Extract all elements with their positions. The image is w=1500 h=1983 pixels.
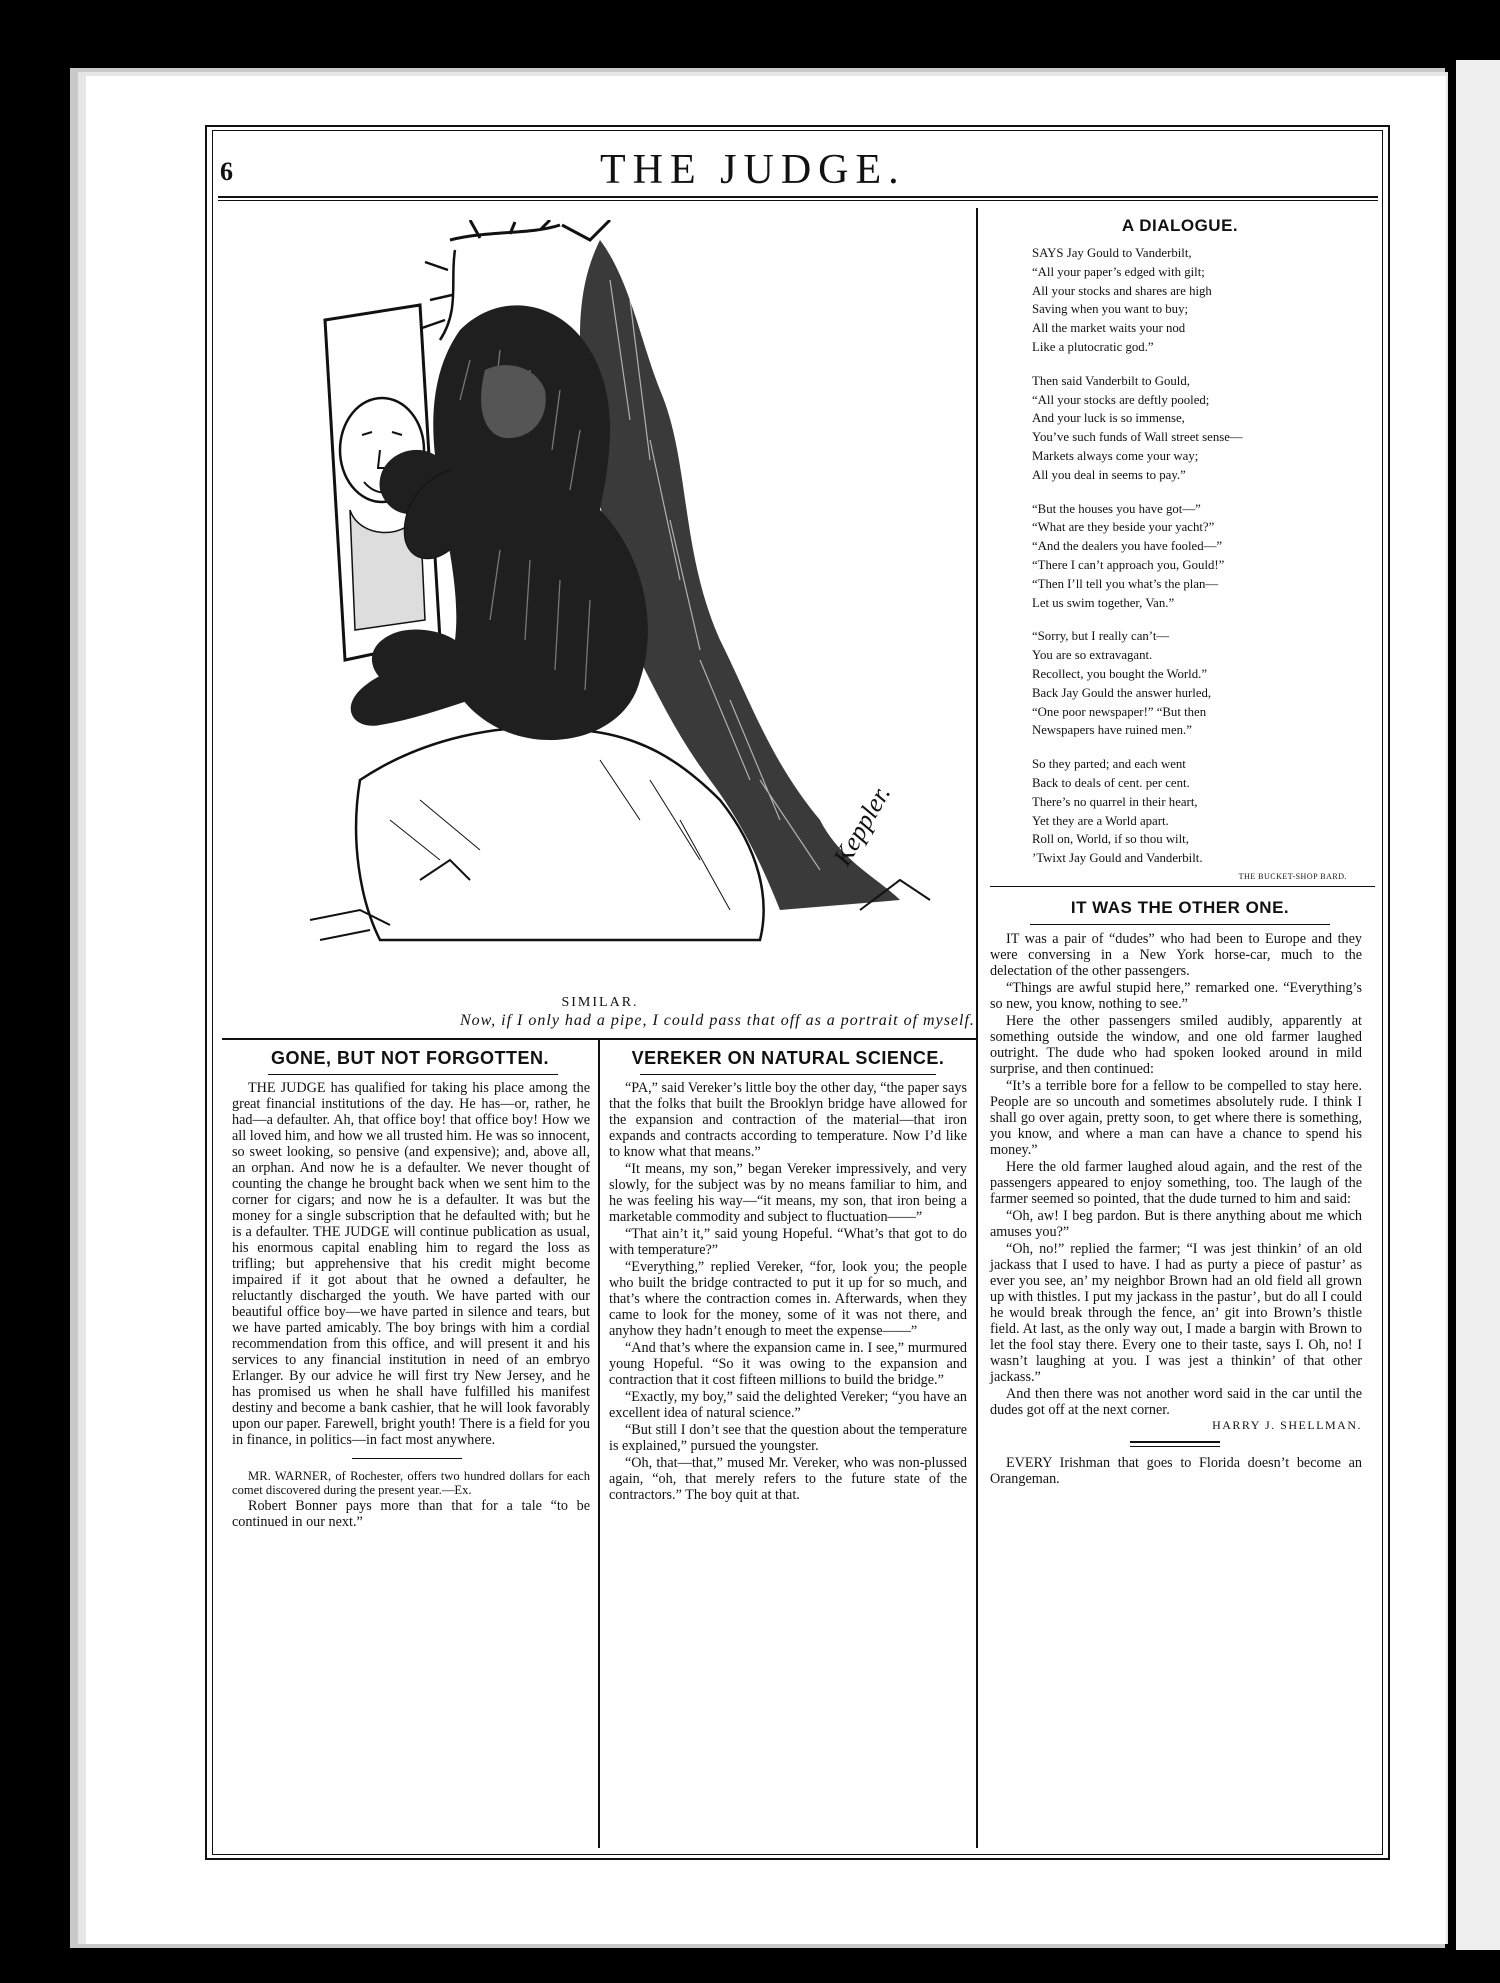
note-2: Robert Bonner pays more than that for a tale “to be continued in our next.” bbox=[232, 1498, 590, 1530]
masthead-rule-thin bbox=[218, 200, 1378, 201]
right-article-title: IT WAS THE OTHER ONE. bbox=[1070, 898, 1290, 917]
illustration-caption-text: Now, if I only had a pipe, I could pass that off as a portrait of myself. bbox=[460, 1012, 975, 1029]
poem-signature: THE BUCKET-SHOP BARD. bbox=[1238, 871, 1347, 881]
poem-line: Newspapers have ruined men.” bbox=[1032, 723, 1192, 738]
poem-line: Saving when you want to buy; bbox=[1032, 302, 1189, 317]
separator-rule bbox=[352, 1458, 462, 1459]
paragraph: THE JUDGE has qualified for taking his place among the great financial institutions of the day. He has—or, rather, he had—a defaulter. Ah, that office boy! that office boy! How we all loved him, and how we all trusted him. He was so innocent, so sweet looking, so pensive (and expensive); and, above all, an orphan. And now he is a defaulter. We never thought of counting the change he brought back when we sent him to the corner for cigars; and now he is a defaulter. It was but the money for a single subscription that he defaulted with; but he is a defaulter. THE JUDGE will continue publication as usual, his enormous capital enabling him to regard the loss as trifling; but apprehensive that his credit might become impaired if it got about that he owned a defaulter, he reluctantly discharged the youth. We have parted with our beautiful office boy—we have parted in silence and tears, but we have parted amicably. The boy brings with him a cordial recommendation from this office, and will present it and his services to any financial institution in need of an embryo Erlanger. By our advice he will first try New Jersey, and he has promised us when he shall have fulfilled his manifest destiny and become a bank cashier, that he will look favorably upon our paper. Farewell, bright youth! There is a field for you in finance, in politics—in fact most anywhere. bbox=[232, 1080, 590, 1448]
paragraph: “And that’s where the expansion came in. I see,” murmured young Hopeful. “So it was owing to the expansion and contraction that it cost fifteen millions to build the bridge.” bbox=[609, 1340, 967, 1388]
separator-rule bbox=[1130, 1441, 1220, 1443]
cartoon-illustration bbox=[300, 220, 965, 980]
left-article-body bbox=[232, 1080, 590, 1531]
poem-line: All the market waits your nod bbox=[1032, 321, 1186, 336]
poem-line: “All your stocks are deftly pooled; bbox=[1032, 392, 1210, 407]
paragraph: “It means, my son,” began Vereker impressively, and very slowly, for the subject was by no means familiar to him, and he was feeling his way—“it means, my son, that iron being a marketable commodity and subject to fluctuation——” bbox=[609, 1161, 967, 1225]
paragraph: Here the other passengers smiled audibly, apparently at something outside the window, and one old farmer laughed outright. The dude who had spoken looked around in mild surprise, and then continued: bbox=[990, 1013, 1362, 1077]
footnote: EVERY Irishman that goes to Florida doesn’t become an Orangeman. bbox=[990, 1455, 1362, 1487]
poem-body bbox=[1032, 244, 1347, 887]
poem-line: Back Jay Gould the answer hurled, bbox=[1032, 685, 1212, 700]
paragraph: “Oh, aw! I beg pardon. But is there anything about me which amuses you?” bbox=[990, 1208, 1362, 1240]
paragraph: “But still I don’t see that the question about the temperature is explained,” pursued the youngster. bbox=[609, 1422, 967, 1454]
page-number: 6 bbox=[220, 157, 233, 186]
note: MR. WARNER, of Rochester, offers two hundred dollars for each comet discovered during the present year.—Ex. bbox=[232, 1469, 590, 1497]
illustration-caption-title: SIMILAR. bbox=[561, 995, 639, 1010]
paragraph: Here the old farmer laughed aloud again, and the rest of the passengers appeared to enjoy something, too. The laugh of the farmer seemed so pointed, that the dude turned to him and said: bbox=[990, 1159, 1362, 1207]
paragraph: And then there was not another word said in the car until the dudes got off at the next corner. bbox=[990, 1386, 1362, 1418]
middle-article-title: VEREKER ON NATURAL SCIENCE. bbox=[631, 1048, 945, 1068]
poem-line: There’s no quarrel in their heart, bbox=[1032, 794, 1198, 809]
poem-line: ’Twixt Jay Gould and Vanderbilt. bbox=[1032, 851, 1203, 866]
paragraph: “It’s a terrible bore for a fellow to be compelled to stay here. People are so uncouth and sometimes absolutely rude. I think I shall go over again, pretty soon, to get where there is something, you know, and where a man can have a chance to spend his money.” bbox=[990, 1078, 1362, 1158]
tree-branch-left bbox=[422, 250, 455, 340]
paragraph: “Exactly, my boy,” said the delighted Vereker; “you have an excellent idea of natural science.” bbox=[609, 1389, 967, 1421]
paragraph: “That ain’t it,” said young Hopeful. “What’s that got to do with temperature?” bbox=[609, 1226, 967, 1258]
poem-line: “And the dealers you have fooled—” bbox=[1032, 539, 1223, 554]
poem-title: A DIALOGUE. bbox=[1121, 216, 1239, 235]
illustration-bottom-rule bbox=[222, 1038, 976, 1040]
left-title-rule bbox=[268, 1074, 558, 1075]
poem-line: Roll on, World, if so thou wilt, bbox=[1032, 832, 1189, 847]
right-article-body bbox=[990, 931, 1362, 1488]
poem-line: Like a plutocratic god.” bbox=[1032, 339, 1154, 354]
paragraph: “Things are awful stupid here,” remarked one. “Everything’s so new, you know, nothing to see.” bbox=[990, 980, 1362, 1012]
poem-bottom-rule bbox=[990, 886, 1375, 887]
watermark: comicbooks.com bbox=[1180, 1907, 1434, 1945]
left-article-title: GONE, BUT NOT FORGOTTEN. bbox=[271, 1048, 549, 1068]
poem-line: Markets always come your way; bbox=[1032, 448, 1199, 463]
poem-line: “One poor newspaper!” “But then bbox=[1032, 704, 1207, 719]
column-divider-middle bbox=[598, 1040, 600, 1848]
poem-line: “What are they beside your yacht?” bbox=[1032, 520, 1215, 535]
poem-line: Recollect, you bought the World.” bbox=[1032, 666, 1208, 681]
poem-line: And your luck is so immense, bbox=[1032, 411, 1185, 426]
poem-line: “All your paper’s edged with gilt; bbox=[1032, 264, 1205, 279]
right-article-signature: HARRY J. SHELLMAN. bbox=[1212, 1418, 1362, 1432]
paragraph: IT was a pair of “dudes” who had been to Europe and they were conversing in a New York horse-car, much to the delectation of the other passengers. bbox=[990, 931, 1362, 979]
artist-signature: Keppler. bbox=[827, 780, 897, 871]
poem-stanza bbox=[1032, 244, 1347, 357]
poem-line: Let us swim together, Van.” bbox=[1032, 595, 1175, 610]
middle-title-rule bbox=[640, 1074, 936, 1075]
masthead-rule bbox=[218, 196, 1378, 198]
poem-line: So they parted; and each went bbox=[1032, 757, 1186, 772]
poem-line: Yet they are a World apart. bbox=[1032, 813, 1169, 828]
poem-stanza bbox=[1032, 500, 1347, 613]
paragraph: “PA,” said Vereker’s little boy the other day, “the paper says that the folks that built the Brooklyn bridge have allowed for the expansion and contraction of the material—that iron expands and contracts according to temperature. Now I’d like to know what that means.” bbox=[609, 1080, 967, 1160]
masthead-title: THE JUDGE. bbox=[600, 147, 906, 193]
poem-line: All your stocks and shares are high bbox=[1032, 283, 1212, 298]
paragraph: “Oh, no!” replied the farmer; “I was jest thinkin’ of an old jackass that I used to have. I had as purty a piece of pastur’ as ever you see, an’ my neighbor Brown had an old field all grown up with thistles. I put my jackass in the pastur’, but do all I could he would break through the fence, an’ git into Brown’s thistle field. At last, as the only way out, I made a bargin with Brown to let the fool stay there. Every one to their taste, says I. Oh, no! I wasn’t laughing at you. I was jest a thinkin’ of that other jackass.” bbox=[990, 1241, 1362, 1385]
tree-branch bbox=[450, 220, 610, 240]
poem-line: “But the houses you have got—” bbox=[1032, 501, 1201, 516]
poem-line: “Sorry, but I really can’t— bbox=[1032, 629, 1170, 644]
poem-line: Then said Vanderbilt to Gould, bbox=[1032, 373, 1190, 388]
separator-rule-thin bbox=[1130, 1446, 1220, 1447]
facing-page-edge bbox=[1456, 60, 1500, 1950]
right-title-rule bbox=[1030, 924, 1330, 925]
poem-stanza bbox=[1032, 372, 1347, 485]
poem-stanza bbox=[1032, 627, 1347, 740]
poem-stanza bbox=[1032, 755, 1347, 868]
poem-line: SAYS Jay Gould to Vanderbilt, bbox=[1032, 246, 1192, 260]
poem-line: Back to deals of cent. per cent. bbox=[1032, 775, 1190, 790]
poem-line: “There I can’t approach you, Gould!” bbox=[1032, 557, 1225, 572]
paragraph: “Oh, that—that,” mused Mr. Vereker, who was non-plussed again, “oh, that merely refers to the future state of the contractors.” The boy quit at that. bbox=[609, 1455, 967, 1503]
poem-line: All you deal in seems to pay.” bbox=[1032, 467, 1186, 482]
paragraph: “Everything,” replied Vereker, “for, look you; the people who built the bridge contracted to put it up for so much, and that’s where the contraction comes in. Afterwards, when they came to look for the money, some of it was not there, and anyhow they hadn’t enough to meet the expense——” bbox=[609, 1259, 967, 1339]
poem-line: You are so extravagant. bbox=[1032, 648, 1153, 663]
poem-line: You’ve such funds of Wall street sense— bbox=[1032, 430, 1243, 445]
middle-article-body bbox=[609, 1080, 967, 1504]
poem-line: “Then I’ll tell you what’s the plan— bbox=[1032, 576, 1219, 591]
